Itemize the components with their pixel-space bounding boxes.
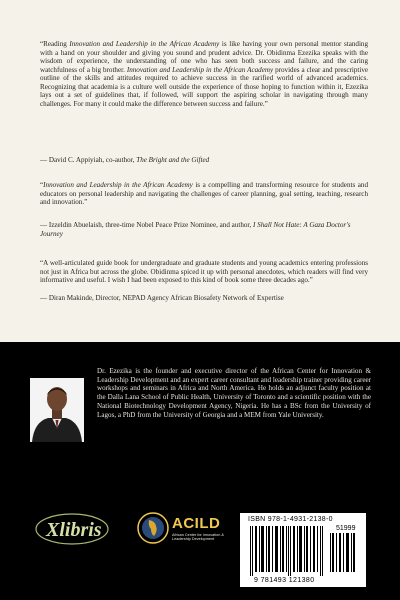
acild-logo-text: ACILD — [172, 515, 221, 532]
xlibris-logo — [34, 511, 110, 547]
barcode-bars — [240, 513, 366, 587]
quote-2-text-b: is a compelling and transforming resource for students and educators on personal leadership and navigating the challenges of career planning, goal setting, teaching, research and innovation.” — [40, 181, 369, 207]
author-bio: Dr. Ezezika is the founder and executive director of the African Center for Innovation & Leadership Development and an expert career consultant and leadership trainer providing career workshops and seminars in Africa and North America. He holds an adjunct faculty position at the Dalla Lana School of Public Health, University of Toronto and a scientific position with the National Biotechnology Development Agency, Nigeria. He has a BSc from the University of Lagos, a PhD from the University of Georgia and a MEM from Yale University. — [97, 367, 371, 419]
globe-icon — [136, 511, 170, 545]
quote-1 — [40, 40, 368, 108]
author-photo — [30, 378, 84, 442]
attribution-book-title: I Shall Not Hate: A Gaza Doctor's Journey — [40, 221, 351, 238]
quote-1-text-a: “Reading — [40, 40, 70, 48]
quote-1-text-c: provides a clear and prescriptive outline of the skills and attitudes required to achieve success in the rarified world of advanced academics. Recognizing that academia is a culture well outside the experience of those hoping to function within it, Ezezika lays out a set of guidelines that, if followed, will support the aspiring scholar in navigating through many challenges. For many it could make the difference between success and failure.” — [40, 65, 369, 108]
quote-2-attribution — [40, 221, 368, 238]
acild-logo-subtitle: African Center for Innovation & Leadership Development — [172, 533, 224, 542]
book-title-italic: Innovation and Leadership in the African Academy — [126, 65, 274, 74]
attribution-book-title: The Bright and the Gifted — [136, 156, 210, 164]
quote-3-text: “A well-articulated guide book for undergraduate and graduate students and young academics entering professions not just in Africa but across the globe. Obidinma spiced it up with personal anecdotes, which readers will find very informative and useful. I wish I had been exposed to this kind of book some three decades ago.” — [40, 259, 368, 285]
quote-3 — [40, 259, 368, 285]
attribution-text: — Diran Makinde, Director, NEPAD Agency African Biosafety Network of Expertise — [40, 294, 284, 302]
isbn-price-code: 51999 — [336, 525, 356, 532]
isbn-digits: 9 781493 121380 — [254, 577, 315, 584]
isbn-barcode — [240, 513, 366, 587]
quote-1-text-b: is like having your own personal mentor standing with a hand on your shoulder and giving you sound and prudent advice. Dr. Obidinma Ezezika speaks with the wisdom of experience, the understanding of one who has seen both success and failure, and the caring watchfulness of a big brother. — [40, 40, 369, 74]
attribution-text: — Izzeldin Abuelaish, three-time Nobel Peace Prize Nominee, and author, — [40, 221, 254, 229]
isbn-number: ISBN 978-1-4931-2138-0 — [248, 516, 333, 523]
acild-logo — [134, 503, 230, 553]
quote-3-attribution — [40, 294, 368, 303]
xlibris-logo-text: Xlibris — [46, 519, 102, 541]
quote-1-attribution — [40, 156, 368, 165]
quote-2-text-a: “ — [40, 181, 44, 189]
attribution-text: — David C. Appiyiah, co-author, — [40, 156, 137, 164]
quote-2 — [40, 181, 368, 207]
book-title-italic: Innovation and Leadership in the African Academy — [69, 40, 220, 48]
book-title-italic: Innovation and Leadership in the African Academy — [43, 181, 193, 189]
